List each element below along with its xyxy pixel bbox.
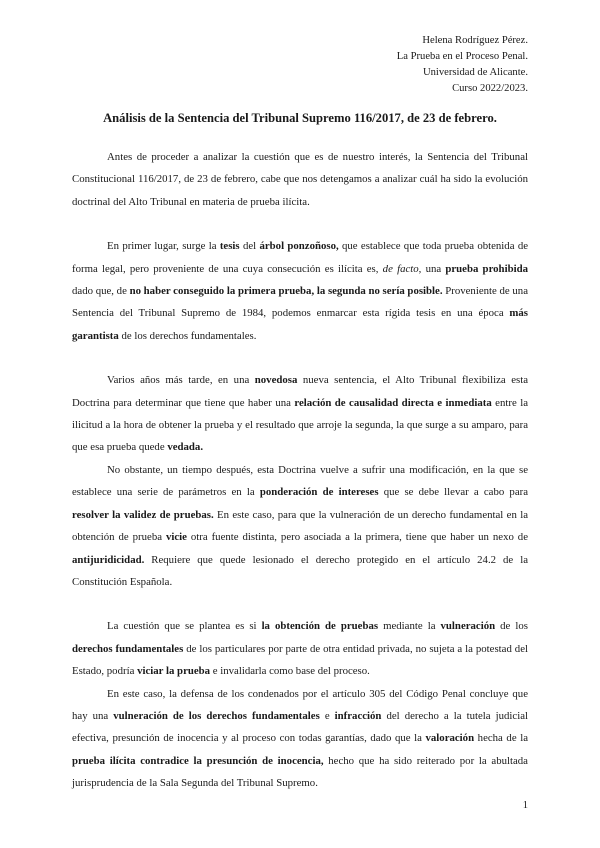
- bold-text: no haber conseguido la primera prueba, la segunda no sería posible.: [129, 285, 443, 298]
- header-term: Curso 2022/2023.: [452, 83, 528, 94]
- body-paragraph: [72, 459, 528, 593]
- paragraph-text: La cuestión que se plantea es si: [107, 620, 262, 633]
- paragraph-text: En este caso, para que la vulneración de un derecho fundamental en la obtención de prueba: [72, 508, 528, 544]
- bold-text: prueba ilícita contradice la presunción de inocencia,: [72, 754, 324, 767]
- paragraph-text: e: [319, 709, 335, 722]
- paragraph-text: mediante la: [378, 620, 441, 633]
- paragraph-text: que establece que toda prueba obtenida de forma legal, pero proveniente de una cuya consecución es ilícita es,: [72, 240, 529, 275]
- bold-text: infracción: [334, 709, 382, 722]
- paragraph-text: No obstante, un tiempo después, esta Doctrina vuelve a sufrir una modificación, en la que se establece una serie de parámetros en la: [72, 463, 528, 499]
- bold-text: viciar la prueba: [137, 665, 211, 678]
- bold-text: resolver la validez de pruebas.: [72, 508, 214, 521]
- paragraph-text: del derecho a la tutela judicial efectiva, presunción de inocencia y al proceso con todas garantías, dado que la: [72, 709, 528, 745]
- paragraph-text: En este caso, la defensa de los condenados por el artículo 305 del Código Penal concluye que hay una: [72, 687, 528, 722]
- paragraph-text: Requiere que quede lesionado el derecho protegido en el artículo 24.2 de la Constitución Española.: [72, 553, 528, 588]
- paragraph-text: de los derechos fundamentales.: [118, 329, 257, 342]
- body-paragraph: [72, 146, 528, 213]
- paragraph-text: Antes de proceder a analizar la cuestión que es de nuestro interés, la Sentencia del Tribunal Constitucional 116/2017, de 23 de febrero, cabe que nos detengamos a analizar cuál ha sido la evolución doctrinal del Alto Tribunal en materia de prueba ilícita.: [72, 151, 528, 208]
- document-header: [397, 33, 528, 97]
- paragraph-text: En primer lugar, surge la: [107, 240, 220, 253]
- bold-text: novedosa: [254, 374, 298, 387]
- bold-text: la obtención de pruebas: [261, 620, 379, 633]
- bold-text: derechos fundamentales: [72, 642, 184, 655]
- document-title: Análisis de la Sentencia del Tribunal Supremo 116/2017, de 23 de febrero.: [103, 111, 497, 125]
- paragraph-text: otra fuente distinta, pero asociada a la primera, tiene que haber un nexo de: [186, 531, 528, 544]
- body-paragraph: [72, 235, 528, 347]
- body-paragraph: [72, 683, 528, 795]
- paragraph-text: Varios años más tarde, en una: [107, 374, 255, 387]
- paragraph-text: entre la ilicitud a la hora de obtener la prueba y el resultado que arroje la segunda, la que surge a su amparo, para que esa prueba quede: [72, 396, 528, 454]
- bold-text: relación de causalidad directa e inmediata: [294, 396, 492, 409]
- bold-text: árbol ponzoñoso,: [259, 240, 339, 253]
- paragraph-text: hecha de la: [474, 732, 528, 745]
- paragraph-text: dado que, de: [72, 285, 130, 298]
- paragraph-text: que se debe llevar a cabo para: [378, 486, 529, 499]
- bold-text: vedada.: [167, 441, 204, 454]
- paragraph-text: Proveniente de una Sentencia del Tribunal Supremo de 1984, podemos enmarcar esta rígida tesis en una época: [72, 285, 528, 320]
- bold-text: prueba prohibida: [445, 262, 528, 275]
- bold-text: tesis: [219, 240, 240, 253]
- bold-text: vulneración de los derechos fundamentales: [113, 709, 320, 722]
- paragraph-text: hecho que ha sido reiterado por la abultada jurisprudencia de la Sala Segunda del Tribunal Supremo.: [72, 754, 528, 790]
- body-paragraph: [72, 369, 528, 459]
- bold-text: valoración: [425, 732, 475, 745]
- bold-text: vulneración: [440, 620, 496, 633]
- body-paragraph: [72, 615, 528, 682]
- bold-text: ponderación de intereses: [259, 486, 379, 499]
- header-author: Helena Rodríguez Pérez.: [422, 35, 528, 46]
- paragraph-text: una: [421, 262, 446, 275]
- bold-text: antijuridicidad.: [72, 553, 145, 566]
- header-university: Universidad de Alicante.: [422, 67, 528, 78]
- page-number: 1: [522, 800, 528, 811]
- bold-text: más garantista: [72, 307, 528, 342]
- paragraph-text: de los particulares por parte de otra entidad privada, no sujeta a la potestad del Estado, podría: [72, 642, 528, 678]
- paragraph-text: nueva sentencia, el Alto Tribunal flexibiliza esta Doctrina para determinar que tiene que haber una: [72, 374, 528, 409]
- paragraph-text: del: [239, 240, 260, 253]
- document-body: [72, 146, 528, 795]
- paragraph-text: de los: [495, 620, 528, 633]
- italic-text: de facto,: [382, 262, 422, 275]
- paragraph-text: e invalidarla como base del proceso.: [210, 665, 370, 678]
- bold-text: vicie: [165, 531, 187, 544]
- header-course-name: La Prueba en el Proceso Penal.: [396, 51, 528, 62]
